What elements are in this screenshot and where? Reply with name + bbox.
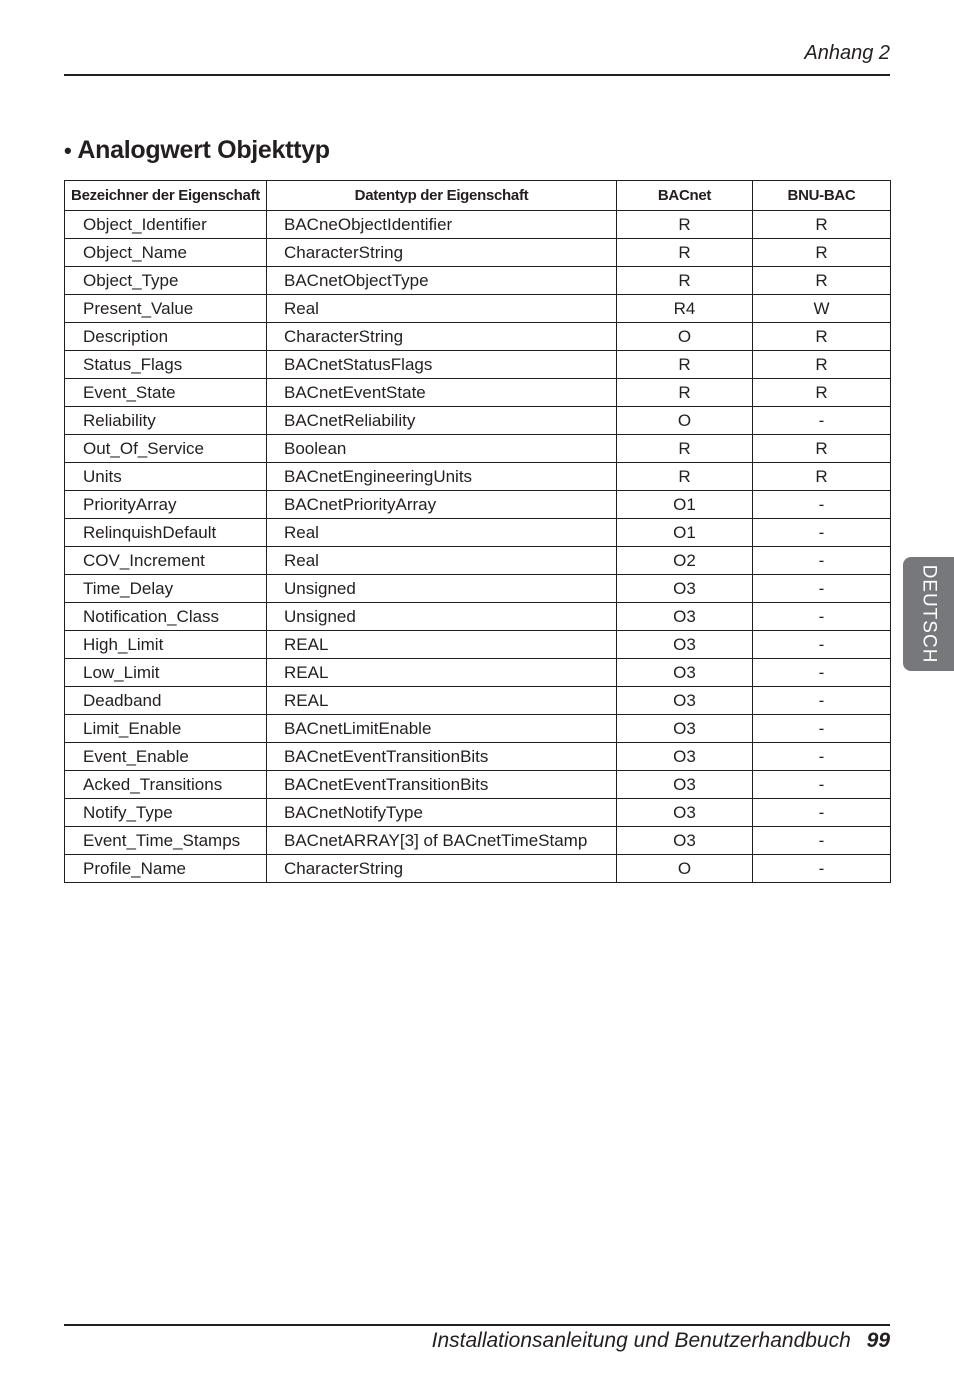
cell-bnu-bac: R — [753, 351, 891, 379]
header-rule — [64, 74, 890, 76]
cell-bnu-bac: - — [753, 771, 891, 799]
table-row — [65, 855, 891, 883]
cell-bnu-bac: R — [753, 239, 891, 267]
cell-datatype: BACnetEventState — [267, 379, 617, 407]
table-row — [65, 575, 891, 603]
cell-property: Event_State — [65, 379, 267, 407]
table-row — [65, 715, 891, 743]
table-row — [65, 267, 891, 295]
cell-property: Description — [65, 323, 267, 351]
cell-datatype: Real — [267, 547, 617, 575]
language-tab — [903, 557, 954, 671]
table-row — [65, 239, 891, 267]
table-row — [65, 435, 891, 463]
table-row — [65, 519, 891, 547]
cell-bacnet: O3 — [617, 799, 753, 827]
table-row — [65, 799, 891, 827]
cell-datatype: BACnetReliability — [267, 407, 617, 435]
column-header-property: Bezeichner der Eigenschaft — [65, 181, 267, 211]
cell-property: Out_Of_Service — [65, 435, 267, 463]
cell-bnu-bac: R — [753, 211, 891, 239]
cell-bacnet: O3 — [617, 659, 753, 687]
page-number: 99 — [866, 1329, 890, 1352]
cell-bnu-bac: W — [753, 295, 891, 323]
cell-bacnet: R — [617, 463, 753, 491]
bullet: • — [64, 137, 72, 163]
column-header-bacnet: BACnet — [617, 181, 753, 211]
cell-datatype: CharacterString — [267, 855, 617, 883]
cell-bacnet: R — [617, 211, 753, 239]
cell-bnu-bac: - — [753, 603, 891, 631]
cell-bacnet: O3 — [617, 771, 753, 799]
cell-datatype: Unsigned — [267, 603, 617, 631]
cell-bacnet: R — [617, 239, 753, 267]
cell-bacnet: O3 — [617, 827, 753, 855]
table-row — [65, 491, 891, 519]
cell-property: Notification_Class — [65, 603, 267, 631]
cell-datatype: BACnetEngineeringUnits — [267, 463, 617, 491]
cell-datatype: BACnetARRAY[3] of BACnetTimeStamp — [267, 827, 617, 855]
cell-property: Low_Limit — [65, 659, 267, 687]
cell-datatype: Unsigned — [267, 575, 617, 603]
cell-datatype: BACnetNotifyType — [267, 799, 617, 827]
cell-datatype: BACnetPriorityArray — [267, 491, 617, 519]
footer-rule — [64, 1324, 890, 1326]
cell-datatype: BACnetStatusFlags — [267, 351, 617, 379]
cell-bacnet: R4 — [617, 295, 753, 323]
cell-property: Reliability — [65, 407, 267, 435]
cell-bacnet: R — [617, 435, 753, 463]
cell-property: Status_Flags — [65, 351, 267, 379]
cell-bnu-bac: - — [753, 547, 891, 575]
cell-datatype: BACnetEventTransitionBits — [267, 771, 617, 799]
table-row — [65, 351, 891, 379]
cell-bacnet: O3 — [617, 687, 753, 715]
table-row — [65, 743, 891, 771]
cell-bnu-bac: R — [753, 323, 891, 351]
table-body — [65, 211, 891, 883]
table-header-row — [65, 181, 891, 211]
cell-property: Limit_Enable — [65, 715, 267, 743]
cell-property: Notify_Type — [65, 799, 267, 827]
footer-title: Installationsanleitung und Benutzerhandbuch — [431, 1329, 851, 1352]
cell-property: Time_Delay — [65, 575, 267, 603]
cell-property: Event_Enable — [65, 743, 267, 771]
cell-datatype: CharacterString — [267, 239, 617, 267]
cell-property: Units — [65, 463, 267, 491]
cell-bnu-bac: R — [753, 379, 891, 407]
table-row — [65, 323, 891, 351]
cell-bacnet: O3 — [617, 603, 753, 631]
cell-datatype: REAL — [267, 659, 617, 687]
cell-bacnet: R — [617, 267, 753, 295]
cell-datatype: REAL — [267, 687, 617, 715]
cell-property: Present_Value — [65, 295, 267, 323]
cell-property: Event_Time_Stamps — [65, 827, 267, 855]
cell-datatype: BACnetEventTransitionBits — [267, 743, 617, 771]
cell-bacnet: O3 — [617, 715, 753, 743]
cell-bacnet: O3 — [617, 575, 753, 603]
cell-bacnet: O3 — [617, 631, 753, 659]
section-heading — [64, 136, 330, 165]
cell-bnu-bac: R — [753, 267, 891, 295]
property-table — [64, 180, 891, 883]
cell-bnu-bac: - — [753, 687, 891, 715]
column-header-datatype: Datentyp der Eigenschaft — [267, 181, 617, 211]
cell-datatype: Real — [267, 295, 617, 323]
cell-bnu-bac: R — [753, 463, 891, 491]
table-row — [65, 827, 891, 855]
cell-bnu-bac: - — [753, 575, 891, 603]
table-row — [65, 771, 891, 799]
cell-bnu-bac: - — [753, 519, 891, 547]
cell-property: Object_Name — [65, 239, 267, 267]
cell-property: Object_Identifier — [65, 211, 267, 239]
cell-bnu-bac: - — [753, 659, 891, 687]
table-row — [65, 379, 891, 407]
cell-datatype: BACnetLimitEnable — [267, 715, 617, 743]
heading-title: Analogwert Objekttyp — [77, 136, 330, 164]
table-row — [65, 659, 891, 687]
cell-datatype: CharacterString — [267, 323, 617, 351]
cell-bnu-bac: - — [753, 855, 891, 883]
cell-property: Deadband — [65, 687, 267, 715]
cell-property: PriorityArray — [65, 491, 267, 519]
cell-datatype: BACnetObjectType — [267, 267, 617, 295]
cell-bnu-bac: - — [753, 799, 891, 827]
cell-datatype: Real — [267, 519, 617, 547]
table-row — [65, 211, 891, 239]
cell-property: RelinquishDefault — [65, 519, 267, 547]
cell-datatype: BACneObjectIdentifier — [267, 211, 617, 239]
cell-bacnet: R — [617, 379, 753, 407]
cell-bnu-bac: - — [753, 715, 891, 743]
section-header: Anhang 2 — [804, 42, 890, 64]
cell-property: Object_Type — [65, 267, 267, 295]
cell-property: High_Limit — [65, 631, 267, 659]
table-row — [65, 603, 891, 631]
cell-bnu-bac: - — [753, 491, 891, 519]
cell-bacnet: O — [617, 323, 753, 351]
cell-property: COV_Increment — [65, 547, 267, 575]
page-footer — [432, 1329, 890, 1353]
cell-bacnet: O — [617, 407, 753, 435]
table-row — [65, 295, 891, 323]
table-row — [65, 687, 891, 715]
table-row — [65, 407, 891, 435]
table-row — [65, 463, 891, 491]
cell-bacnet: O — [617, 855, 753, 883]
cell-property: Acked_Transitions — [65, 771, 267, 799]
cell-bacnet: O2 — [617, 547, 753, 575]
cell-datatype: REAL — [267, 631, 617, 659]
column-header-bnu-bac: BNU-BAC — [753, 181, 891, 211]
cell-bnu-bac: - — [753, 827, 891, 855]
cell-bnu-bac: - — [753, 407, 891, 435]
language-tab-label: DEUTSCH — [918, 564, 940, 664]
cell-bnu-bac: R — [753, 435, 891, 463]
cell-bacnet: O1 — [617, 491, 753, 519]
cell-property: Profile_Name — [65, 855, 267, 883]
table-row — [65, 547, 891, 575]
cell-bacnet: O3 — [617, 743, 753, 771]
cell-datatype: Boolean — [267, 435, 617, 463]
cell-bacnet: R — [617, 351, 753, 379]
cell-bacnet: O1 — [617, 519, 753, 547]
cell-bnu-bac: - — [753, 631, 891, 659]
table-row — [65, 631, 891, 659]
cell-bnu-bac: - — [753, 743, 891, 771]
